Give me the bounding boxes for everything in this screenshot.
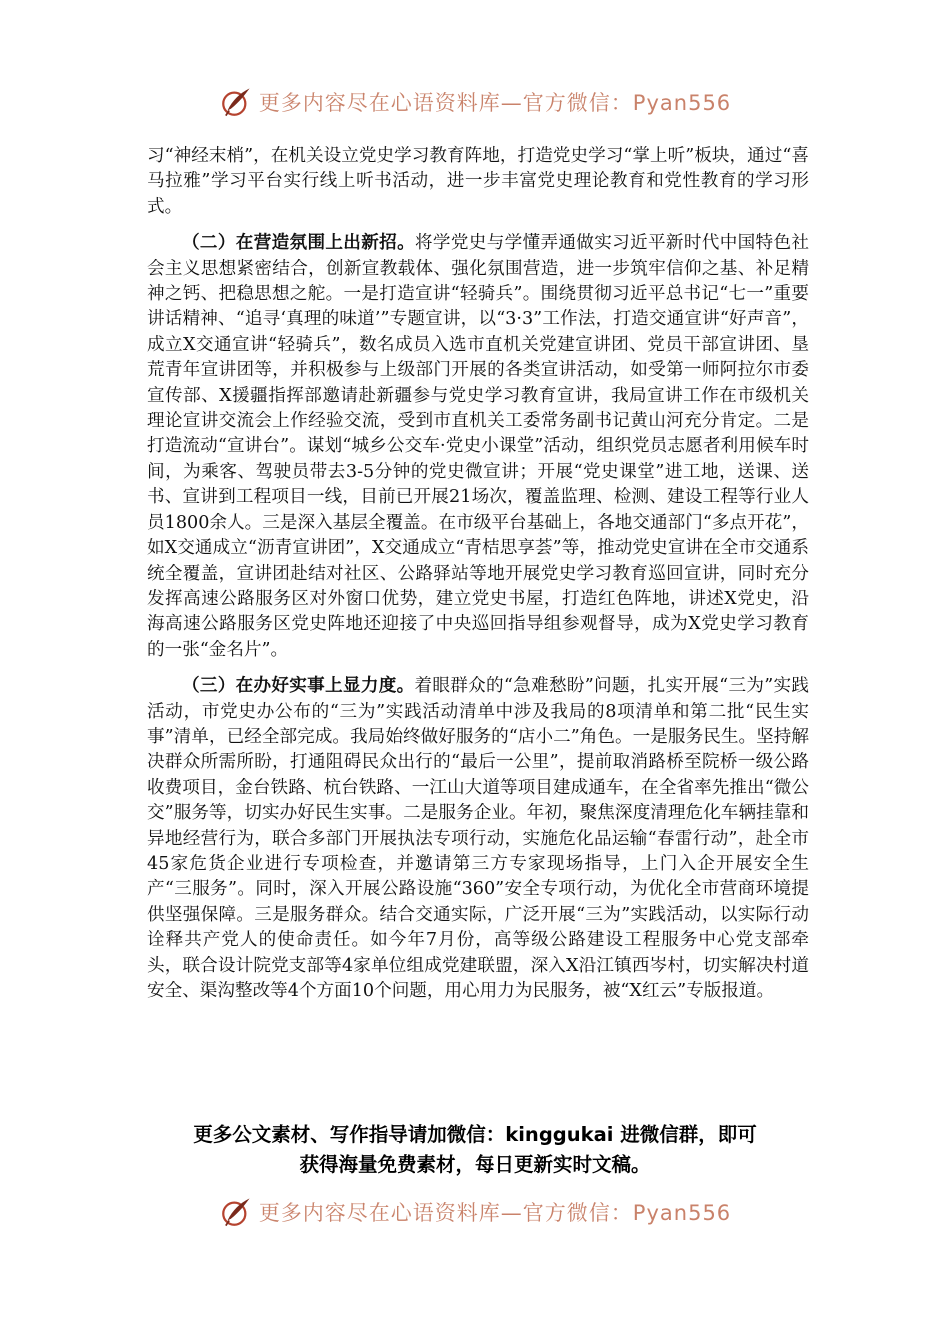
quill-logo-icon [219,1195,253,1229]
section-heading-3: （三）在办好实事上显力度。 [182,675,415,697]
footer-brand-text: 更多内容尽在心语资料库—官方微信：Pyan556 [258,1201,732,1225]
document-body [147,144,809,1004]
promo-notice [120,1120,830,1180]
promo-line-2: 获得海量免费素材，每日更新实时文稿。 [299,1153,651,1176]
footer-watermark [0,1192,950,1232]
header-brand-text: 更多内容尽在心语资料库—官方微信：Pyan556 [258,91,732,115]
header-watermark [0,82,950,122]
quill-logo-icon [219,85,253,119]
paragraph-3-text: 着眼群众的“急难愁盼”问题，扎实开展“三为”实践活动，市党史办公布的“三为”实践活动清单中涉及我局的8项清单和第二批“民生实事”清单，已经全部完成。我局始终做好服务的“店小二”角色。一是服务民生。坚持解决群众所需所盼，打通阻碍民众出行的“最后一公里”，提前取消路桥至院桥一级公路收费项目，金台铁路、杭台铁路、一江山大道等项目建成通车，在全省率先推出“微公交”服务等，切实办好民生实事。二是服务企业。年初，聚焦深度清理危化车辆挂靠和异地经营行为，联合多部门开展执法专项行动，实施危化品运输“春雷行动”，赴全市45家危货企业进行专项检查，并邀请第三方专家现场指导，上门入企开展安全生产“三服务”。同时，深入开展公路设施“360”安全专项行动，为优化全市营商环境提供坚强保障。三是服务群众。结合交通实际，广泛开展“三为”实践活动，以实际行动诠释共产党人的使命责任。如今年7月份，高等级公路建设工程服务中心党支部牵头，联合设计院党支部等4家单位组成党建联盟，深入X沿江镇西岑村，切实解决村道安全、渠沟整改等4个方面10个问题，用心用力为民服务，被“X红云”专版报道。 [147,676,809,1001]
promo-line-1: 更多公文素材、写作指导请加微信：kinggukai 进微信群，即可 [193,1123,757,1146]
paragraph-2 [147,230,809,663]
section-heading-2: （二）在营造氛围上出新招。 [182,232,415,254]
paragraph-3 [147,673,809,1004]
paragraph-1: 习“神经末梢”，在机关设立党史学习教育阵地，打造党史学习“掌上听”板块，通过“喜马拉雅”学习平台实行线上听书活动，进一步丰富党史理论教育和党性教育的学习形式。 [147,146,809,217]
paragraph-2-text: 将学党史与学懂弄通做实习近平新时代中国特色社会主义思想紧密结合，创新宣教载体、强化氛围营造，进一步筑牢信仰之基、补足精神之钙、把稳思想之舵。一是打造宣讲“轻骑兵”。围绕贯彻习近平总书记“七一”重要讲话精神、“追寻‘真理的味道’”专题宣讲，以“3·3”工作法，打造交通宣讲“好声音”，成立X交通宣讲“轻骑兵”，数名成员入选市直机关党建宣讲团、党员干部宣讲团、垦荒青年宣讲团等，并积极参与上级部门开展的各类宣讲活动，如受第一师阿拉尔市委宣传部、X援疆指挥部邀请赴新疆参与党史学习教育宣讲，我局宣讲工作在市级机关理论宣讲交流会上作经验交流，受到市直机关工委常务副书记黄山河充分肯定。二是打造流动“宣讲台”。谋划“城乡公交车·党史小课堂”活动，组织党员志愿者利用候车时间，为乘客、驾驶员带去3-5分钟的党史微宣讲；开展“党史课堂”进工地，送课、送书、宣讲到工程项目一线，目前已开展21场次，覆盖监理、检测、建设工程等行业人员1800余人。三是深入基层全覆盖。在市级平台基础上，各地交通部门“多点开花”，如X交通成立“沥青宣讲团”，X交通成立“青桔思享荟”等，推动党史宣讲在全市交通系统全覆盖，宣讲团赴结对社区、公路驿站等地开展党史学习教育巡回宣讲，同时充分发挥高速公路服务区对外窗口优势，建立党史书屋，打造红色阵地，讲述X党史，沿海高速公路服务区党史阵地还迎接了中央巡回指导组参观督导，成为X党史学习教育的一张“金名片”。 [147,233,809,660]
